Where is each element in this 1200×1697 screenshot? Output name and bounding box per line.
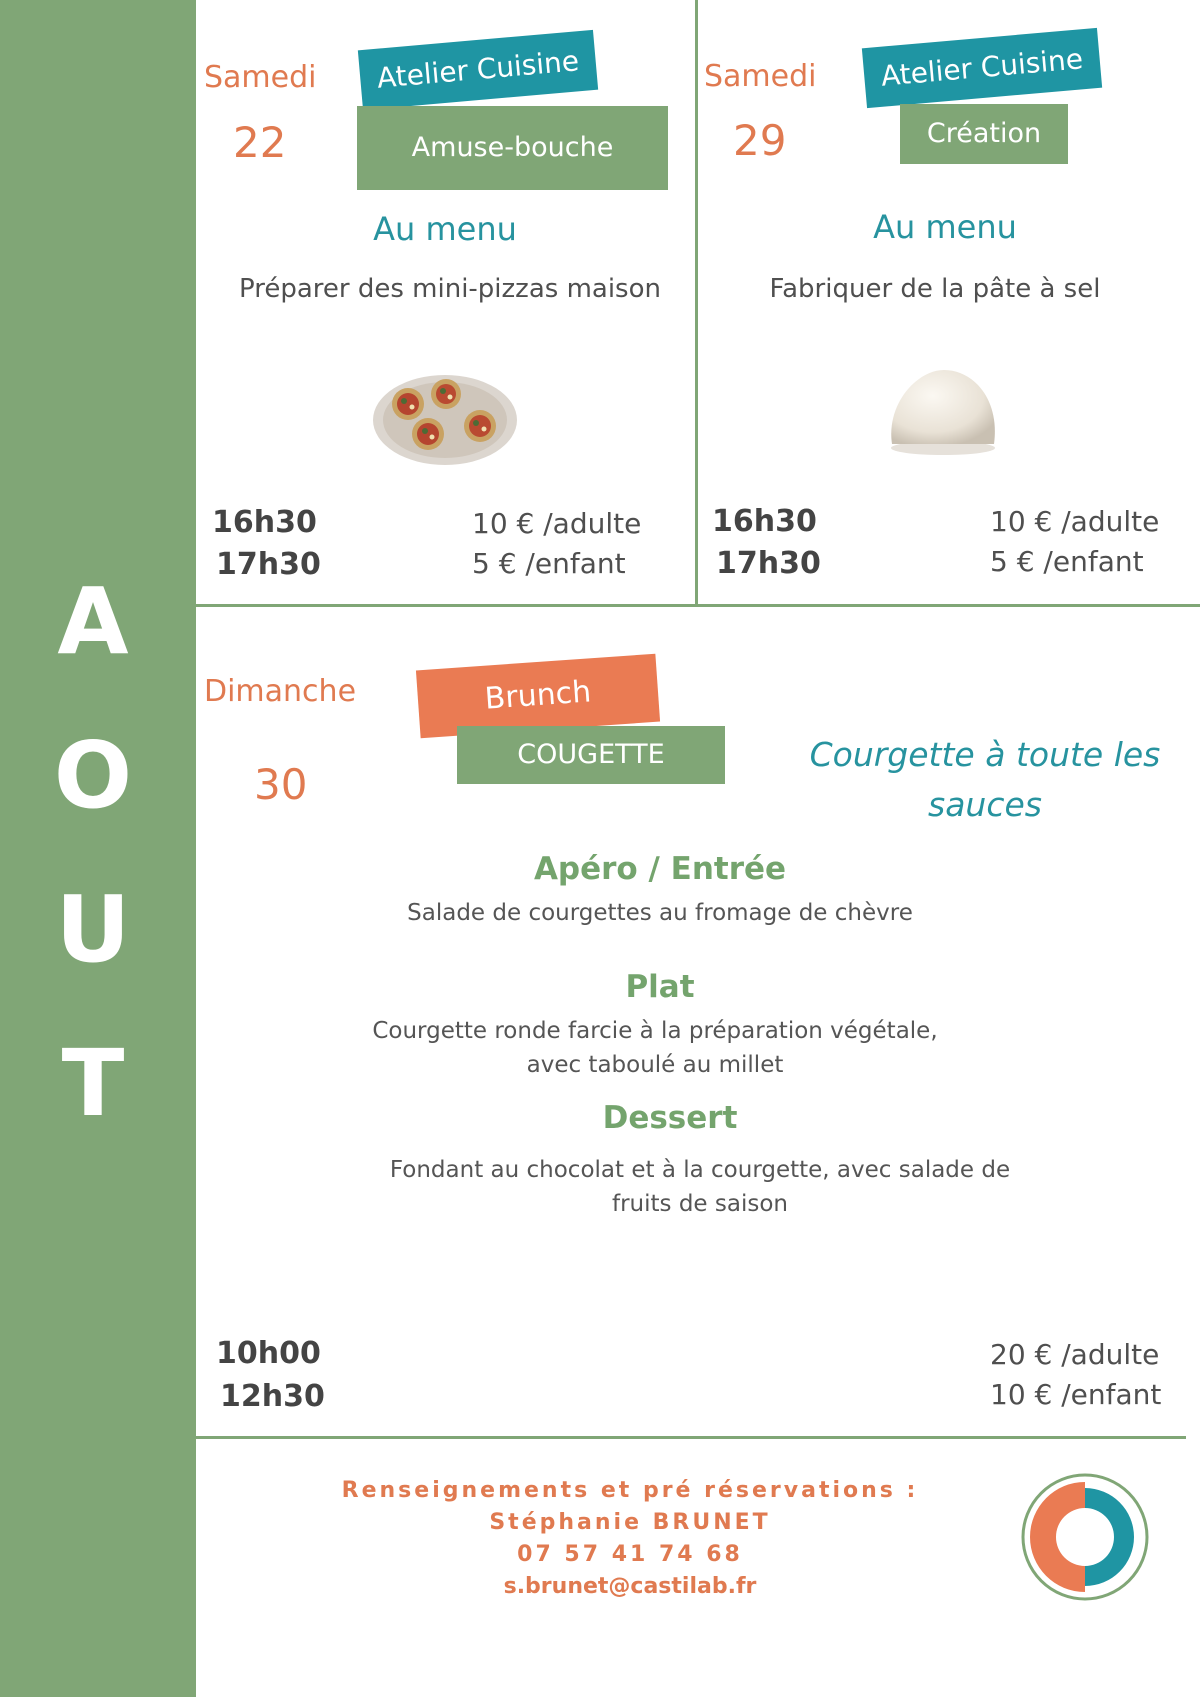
- event-type-tag: Brunch: [416, 654, 660, 739]
- event-date: 29: [733, 116, 787, 165]
- event-type-tag: Atelier Cuisine: [358, 30, 598, 110]
- month-letter: O: [53, 722, 133, 829]
- course-text: Salade de courgettes au fromage de chèvre: [407, 900, 913, 926]
- castilab-logo: [1018, 1470, 1152, 1604]
- salt-dough-image: [882, 364, 1004, 456]
- sidebar-month: [0, 0, 196, 1697]
- column-divider: [695, 0, 698, 606]
- end-time: 17h30: [716, 546, 821, 581]
- event-subtag: Amuse-bouche: [357, 106, 668, 190]
- menu-heading: Au menu: [373, 210, 517, 248]
- month-letter: A: [57, 568, 129, 675]
- price-child: 5 € /enfant: [990, 545, 1144, 578]
- price-child: 10 € /enfant: [990, 1378, 1162, 1411]
- price-adult: 10 € /adulte: [472, 507, 642, 540]
- event-type-tag: Atelier Cuisine: [862, 28, 1102, 108]
- course-text: Courgette ronde farcie à la préparation végétale,: [372, 1018, 938, 1044]
- contact-email[interactable]: s.brunet@castilab.fr: [503, 1574, 757, 1599]
- mini-pizzas-image: [370, 370, 520, 470]
- course-text: fruits de saison: [612, 1191, 788, 1217]
- start-time: 16h30: [212, 505, 317, 540]
- start-time: 16h30: [712, 504, 817, 539]
- event-date: 22: [233, 118, 287, 167]
- event-subtag: Création: [900, 104, 1068, 164]
- event-description: Fabriquer de la pâte à sel: [769, 274, 1101, 304]
- footer-divider: [196, 1436, 1186, 1439]
- course-text: avec taboulé au millet: [526, 1052, 784, 1078]
- event-day: Samedi: [204, 60, 317, 95]
- month-letter: T: [61, 1030, 125, 1137]
- price-child: 5 € /enfant: [472, 547, 626, 580]
- course-title-main: Plat: [625, 969, 695, 1005]
- event-day: Samedi: [704, 59, 817, 94]
- menu-heading: Au menu: [873, 208, 1017, 246]
- start-time: 10h00: [216, 1336, 321, 1371]
- event-description: Préparer des mini-pizzas maison: [239, 274, 661, 304]
- month-letter: U: [55, 876, 131, 983]
- course-text: Fondant au chocolat et à la courgette, avec salade de: [389, 1157, 1011, 1183]
- contact-heading: Renseignements et pré réservations :: [341, 1478, 919, 1503]
- event-subtag: COUGETTE: [457, 726, 725, 784]
- end-time: 12h30: [220, 1379, 325, 1414]
- end-time: 17h30: [216, 547, 321, 582]
- event-date: 30: [254, 760, 308, 809]
- event-tagline: sauces: [928, 785, 1042, 824]
- price-adult: 10 € /adulte: [990, 505, 1160, 538]
- section-divider: [196, 604, 1200, 607]
- course-title-dessert: Dessert: [602, 1100, 738, 1136]
- course-title-starter: Apéro / Entrée: [533, 851, 787, 887]
- event-tagline: Courgette à toute les: [809, 735, 1161, 774]
- price-adult: 20 € /adulte: [990, 1338, 1160, 1371]
- contact-name: Stéphanie BRUNET: [489, 1510, 771, 1535]
- contact-phone[interactable]: 07 57 41 74 68: [517, 1542, 743, 1567]
- event-day: Dimanche: [204, 674, 357, 709]
